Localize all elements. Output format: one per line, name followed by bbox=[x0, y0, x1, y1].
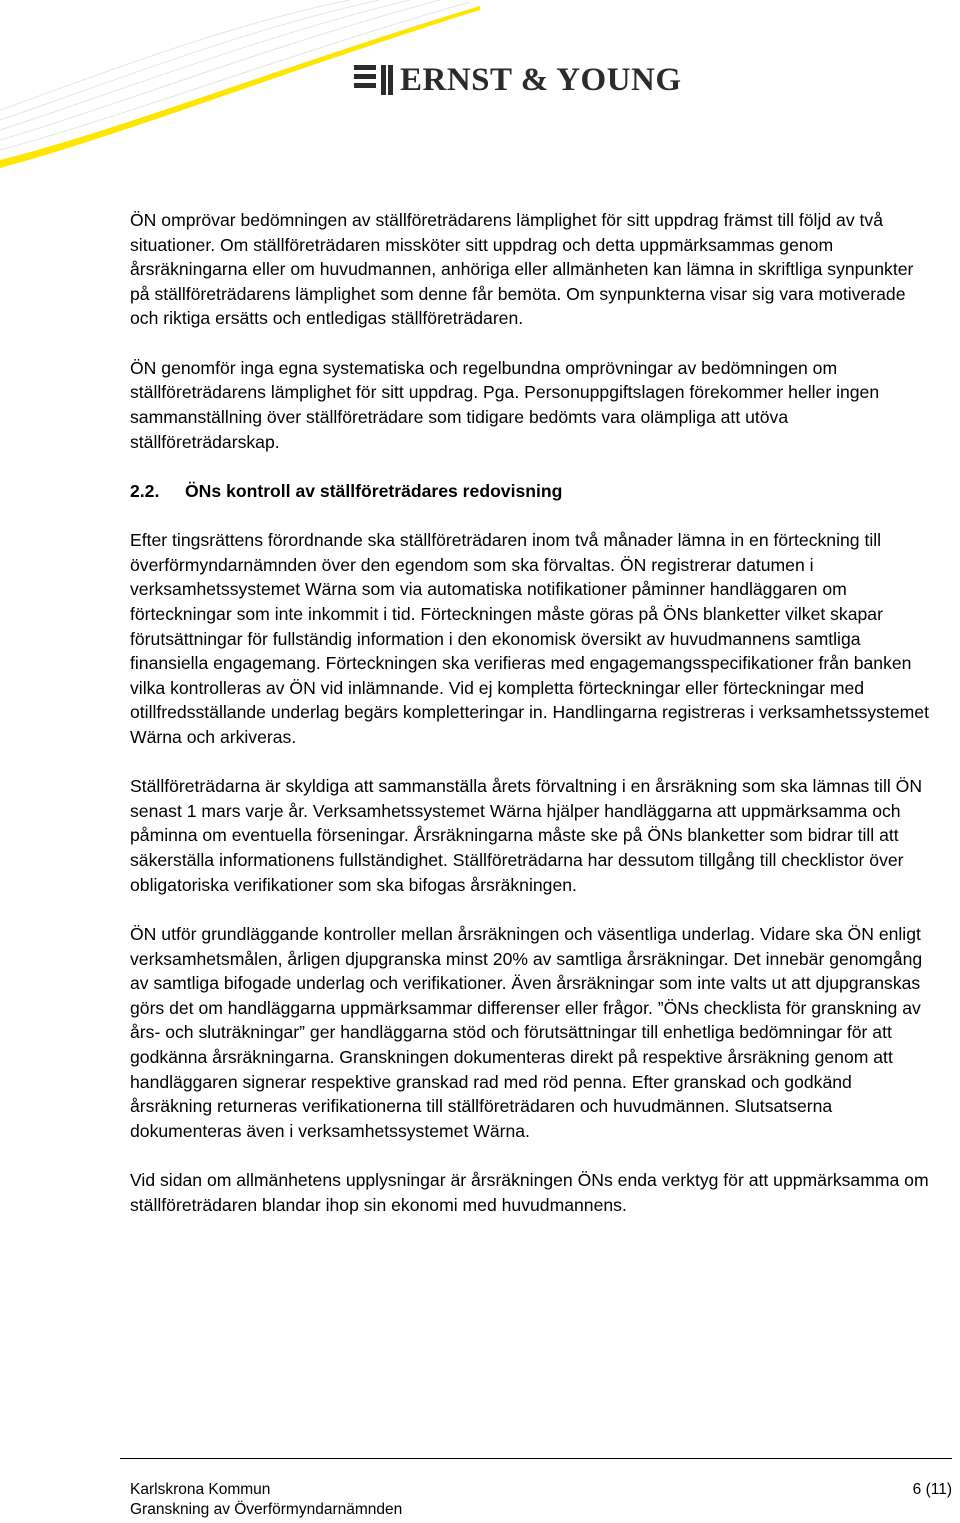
section-heading bbox=[130, 479, 932, 504]
footer-report-title: Granskning av Överförmyndarnämnden bbox=[130, 1501, 403, 1518]
footer-organization: Karlskrona Kommun bbox=[130, 1481, 271, 1498]
logo-wordmark: ERNST & YOUNG bbox=[400, 61, 682, 98]
section-number: 2.2. bbox=[130, 480, 160, 501]
paragraph: ÖN genomför inga egna systematiska och regelbundna omprövningar av bedömningen om ställföreträdarens lämplighet för sitt uppdrag. Pga. Personuppgiftslagen förekommer heller ingen sammanställning över ställföreträdare som tidigare bedömts vara olämpliga att utöva ställföreträdarskap. bbox=[130, 357, 880, 452]
paragraph: Efter tingsrättens förordnande ska ställföreträdaren inom två månader lämna in en förteckning till överförmyndarnämnden över den egendom som ska förvaltas. ÖN registrerar datumen i verksamhetssystemet Wärna som via automatiska notifikationer påminner handläggaren om förteckningar som inte inkommit i tid. Förteckningen måste göras på ÖNs blanketter vilket skapar förutsättningar för fullständig information i den ekonomisk översikt av huvudmannens samtliga finansiella engagemang. Förteckningen ska verifieras med engagemangsspecifikationer från banken vilka kontrolleras av ÖN vid inlämnande. Vid ej kompletta förteckningar eller förteckningar med otillfredsställande underlag begärs kompletteringar in. Handlingarna registreras i verksamhetssystemet Wärna och arkiveras. bbox=[130, 530, 929, 747]
page-number: 6 (11) bbox=[912, 1481, 952, 1498]
ernst-young-logo bbox=[354, 60, 682, 100]
paragraph: Vid sidan om allmänhetens upplysningar är årsräkningen ÖNs enda verktyg för att uppmärksamma om ställföreträdaren blandar ihop sin ekonomi med huvudmannens. bbox=[130, 1170, 929, 1215]
section-title: ÖNs kontroll av ställföreträdares redovisning bbox=[185, 480, 563, 501]
logo-mark-icon bbox=[354, 63, 394, 97]
paragraph: ÖN omprövar bedömningen av ställföreträdarens lämplighet för sitt uppdrag främst till följd av två situationer. Om ställföreträdaren missköter sitt uppdrag och detta uppmärksammas genom årsräkningarna eller om huvudmannen, anhöriga eller allmänheten kan lämna in skriftliga synpunkter på ställföreträdarens lämplighet som denne får bemöta. Om synpunkterna visar sig vara motiverade och riktiga ersätts och entledigas ställföreträdaren. bbox=[130, 210, 914, 329]
document-body bbox=[130, 208, 932, 1242]
page-footer bbox=[130, 1480, 952, 1520]
paragraph: Ställföreträdarna är skyldiga att sammanställa årets förvaltning i en årsräkning som ska lämnas till ÖN senast 1 mars varje år. Verksamhetssystemet Wärna hjälper handläggarna att uppmärksamma och påminna om eventuella förseningar. Årsräkningarna måste ske på ÖNs blanketter som bidrar till att säkerställa informationens fullständighet. Ställföreträdarna har dessutom tillgång till checklistor över obligatoriska verifikationer som ska bifogas årsräkningen. bbox=[130, 776, 923, 895]
paragraph: ÖN utför grundläggande kontroller mellan årsräkningen och väsentliga underlag. Vidare ska ÖN enligt verksamhetsmålen, årligen djupgranska minst 20% av samtliga årsräkningar. Det innebär genomgång av samtliga bifogade underlag och verifikationer. Även årsräkningar som inte valts ut att djupgranskas görs det om handläggarna uppmärksammar differenser eller frågor. ”ÖNs checklista för granskning av års- och sluträkningar” ger handläggarna stöd och förutsättningar till enhetliga bedömningar för att godkänna årsräkningarna. Granskningen dokumenteras direkt på respektive årsräkning genom att handläggaren signerar respektive granskad rad med röd penna. Efter granskad och godkänd årsräkning returneras verifikationerna till ställföreträdaren och huvudmännen. Slutsatserna dokumenteras även i verksamhetssystemet Wärna. bbox=[130, 924, 923, 1141]
footer-divider bbox=[120, 1458, 952, 1459]
